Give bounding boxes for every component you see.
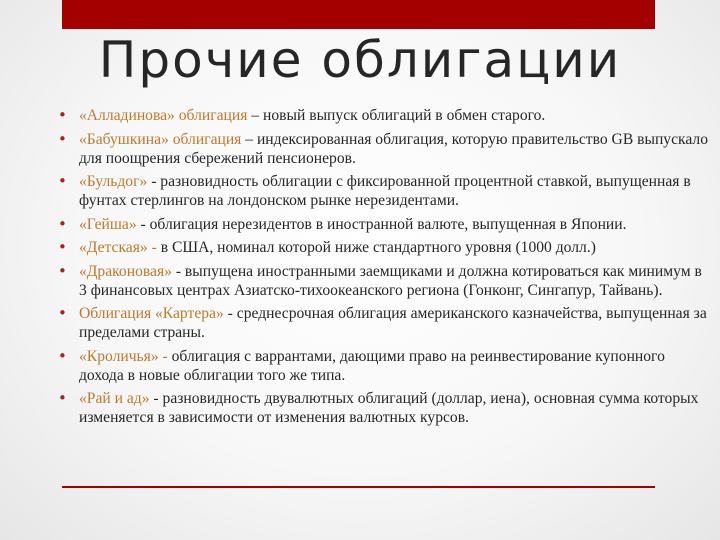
bullet-icon: • — [58, 261, 67, 280]
bond-term: «Драконовая» — [79, 262, 172, 280]
list-item — [58, 347, 713, 385]
bond-description: облигация с варрантами, дающими право на реинвестирование купонного дохода в новые облигации того же типа. — [79, 347, 665, 384]
list-item — [58, 215, 713, 234]
bond-description: - разновидность двувалютных облигаций (доллар, иена), основная сумма которых изменяется в зависимости от изменения валютных курсов. — [79, 390, 699, 426]
list-item — [58, 172, 713, 210]
bond-description: в США, номинал которой ниже стандартного уровня (1000 долл.) — [156, 239, 596, 256]
list-item — [58, 106, 713, 125]
bond-term: «Бабушкина» облигация — [79, 130, 242, 148]
bond-description: - выпущена иностранными заемщиками и должна котироваться как минимум в 3 финансовых центрах Азиатско-тихоокеанского региона (Гонконг, Сингапур, Тайвань). — [79, 262, 702, 299]
top-accent-bar — [62, 0, 655, 29]
slide-title: Прочие облигации — [98, 31, 622, 89]
bullet-icon: • — [58, 304, 67, 322]
bullet-icon: • — [58, 346, 67, 365]
bottom-divider-line — [62, 486, 655, 488]
bullet-icon: • — [58, 129, 67, 148]
bond-term: «Гейша» — [79, 215, 137, 233]
bond-term: «Кроличья» - — [79, 347, 168, 365]
bullet-icon: • — [58, 172, 67, 190]
list-item — [58, 130, 713, 168]
bond-description: – новый выпуск облигаций в обмен старого. — [247, 107, 546, 124]
bond-description: - облигация нерезидентов в иностранной валюте, выпущенная в Японии. — [136, 215, 627, 233]
list-item — [58, 389, 713, 427]
bond-term: «Бульдог» — [79, 173, 148, 190]
bullet-icon: • — [58, 389, 67, 407]
bond-term: «Детская» - — [79, 239, 157, 256]
bond-description: - среднесрочная облигация американского казначейства, выпущенная за пределами страны. — [79, 305, 707, 341]
bullet-icon: • — [58, 238, 67, 256]
bullet-icon: • — [58, 106, 67, 124]
bullet-list — [58, 106, 713, 432]
bond-description: – индексированная облигация, которую правительство GB выпускало для поощрения сбережений пенсионеров. — [79, 130, 708, 167]
list-item — [58, 238, 713, 257]
bullet-icon: • — [58, 214, 67, 233]
bond-term: Облигация «Картера» — [79, 305, 224, 322]
bond-description: - разновидность облигации с фиксированной процентной ставкой, выпущенная в фунтах стерлингов на лондонском рынке нерезидентами. — [79, 173, 691, 209]
list-item — [58, 262, 713, 300]
list-item — [58, 304, 713, 342]
bond-term: «Рай и ад» — [79, 390, 150, 407]
bond-term: «Алладинова» облигация — [79, 107, 248, 124]
